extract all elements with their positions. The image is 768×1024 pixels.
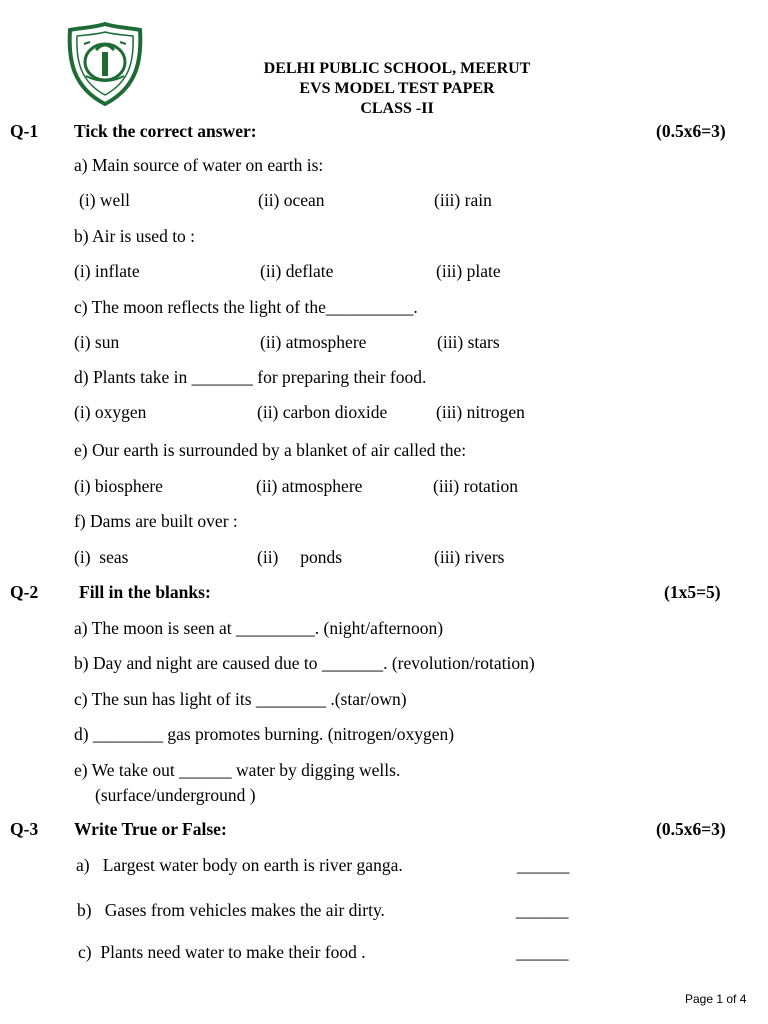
q1-a-question: a) Main source of water on earth is:	[74, 155, 324, 175]
q1-c-option-1: (i) sun	[74, 332, 120, 352]
q1-c-option-2: (ii) atmosphere	[260, 332, 367, 352]
q3-marks: (0.5x6=3)	[656, 819, 726, 839]
q2-e-options: (surface/underground )	[95, 785, 256, 805]
q1-f-option-2: (ii) ponds	[257, 547, 343, 567]
q1-e-option-3: (iii) rotation	[433, 476, 519, 496]
q2-number: Q-2	[10, 582, 39, 602]
paper-title: EVS MODEL TEST PAPER	[299, 80, 495, 97]
q1-a-option-1: (i) well	[79, 190, 131, 210]
q1-e-question: e) Our earth is surrounded by a blanket of air called the:	[74, 440, 467, 460]
q1-marks: (0.5x6=3)	[656, 121, 726, 141]
q1-b-option-1: (i) inflate	[74, 261, 140, 281]
q2-title: Fill in the blanks:	[79, 582, 211, 602]
q1-d-option-1: (i) oxygen	[74, 402, 147, 422]
q1-d-option-2: (ii) carbon dioxide	[257, 402, 388, 422]
q1-a-option-2: (ii) ocean	[258, 190, 325, 210]
q1-a-option-3: (iii) rain	[434, 190, 492, 210]
q2-e: e) We take out ______ water by digging wells.	[74, 760, 401, 780]
q3-title: Write True or False:	[74, 819, 227, 839]
q1-b-option-3: (iii) plate	[436, 261, 501, 281]
q3-b-answer-blank: ______	[516, 900, 569, 920]
q3-b: b) Gases from vehicles makes the air dirty.	[77, 900, 385, 920]
q1-d-option-3: (iii) nitrogen	[436, 402, 525, 422]
q1-f-question: f) Dams are built over :	[74, 511, 238, 531]
q2-a: a) The moon is seen at _________. (night/afternoon)	[74, 618, 444, 638]
q3-a-answer-blank: ______	[517, 855, 570, 875]
q1-c-option-3: (iii) stars	[437, 332, 500, 352]
class-label: CLASS -II	[360, 100, 434, 117]
q1-f-option-3: (iii) rivers	[434, 547, 505, 567]
q3-c-answer-blank: ______	[516, 942, 569, 962]
q2-d: d) ________ gas promotes burning. (nitrogen/oxygen)	[74, 724, 455, 744]
q1-b-option-2: (ii) deflate	[260, 261, 334, 281]
q3-c: c) Plants need water to make their food .	[78, 942, 366, 962]
school-name: DELHI PUBLIC SCHOOL, MEERUT	[263, 60, 531, 77]
q1-title: Tick the correct answer:	[74, 121, 257, 141]
q2-c: c) The sun has light of its ________ .(star/own)	[74, 689, 407, 709]
q1-number: Q-1	[10, 121, 39, 141]
q1-e-option-1: (i) biosphere	[74, 476, 163, 496]
q1-e-option-2: (ii) atmosphere	[256, 476, 363, 496]
q2-b: b) Day and night are caused due to _______. (revolution/rotation)	[74, 653, 535, 673]
q1-b-question: b) Air is used to :	[74, 226, 196, 246]
q1-f-option-1: (i) seas	[74, 547, 129, 567]
q3-a: a) Largest water body on earth is river ganga.	[76, 855, 403, 875]
q2-marks: (1x5=5)	[664, 582, 721, 602]
q1-d-question: d) Plants take in _______ for preparing their food.	[74, 367, 427, 387]
q1-c-question: c) The moon reflects the light of the__________.	[74, 297, 418, 317]
q3-number: Q-3	[10, 819, 39, 839]
page-number: Page 1 of 4	[685, 992, 747, 1006]
